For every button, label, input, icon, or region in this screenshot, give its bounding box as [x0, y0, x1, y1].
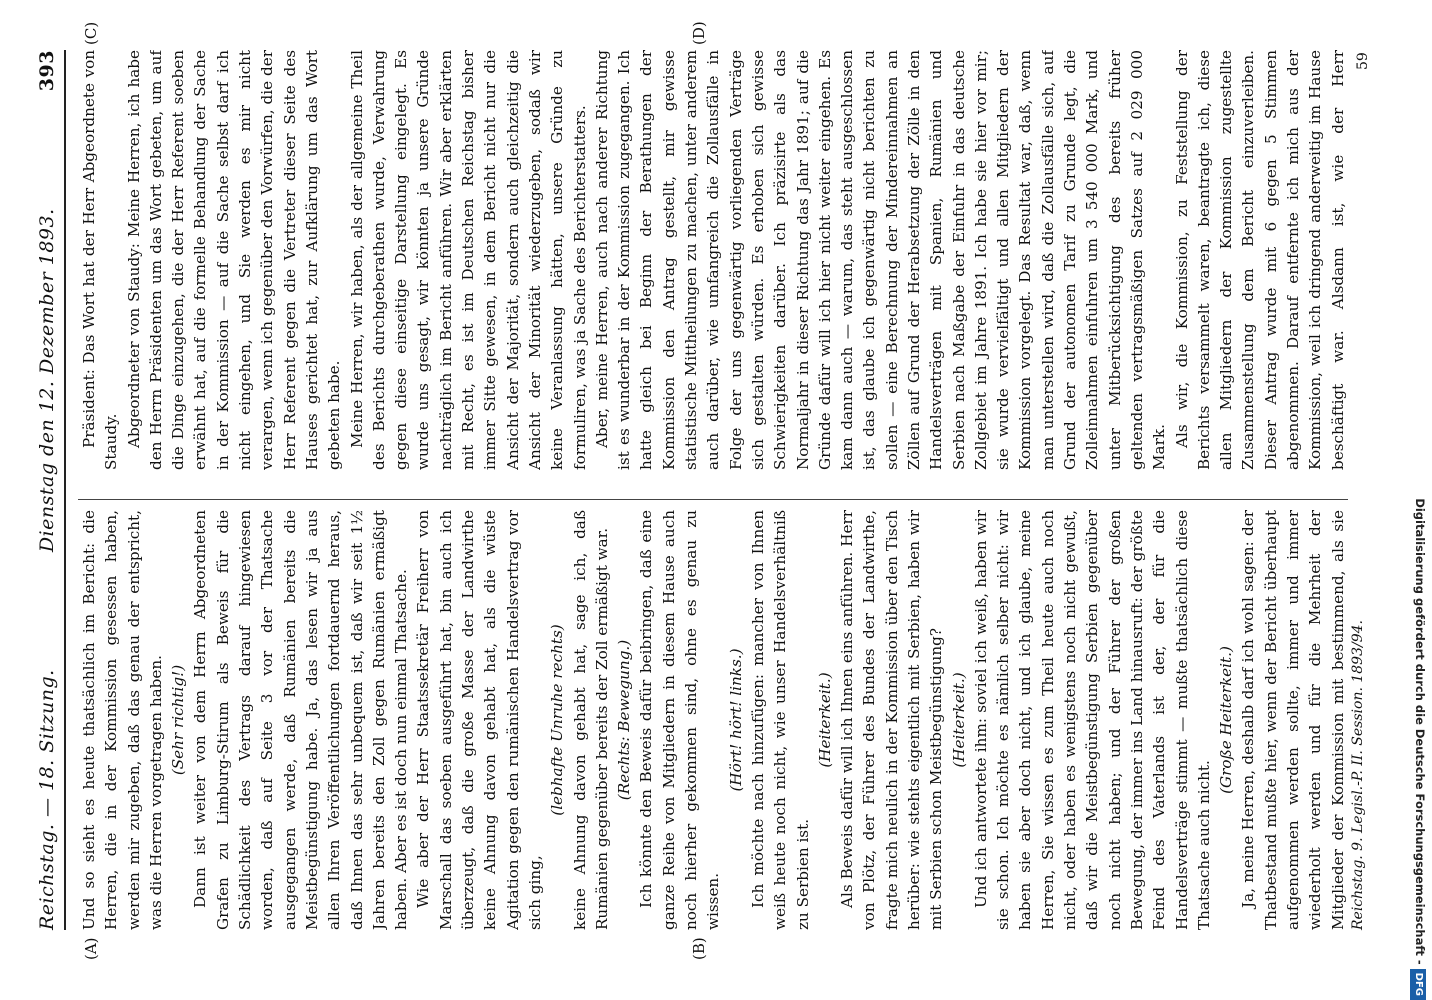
interjection: (Heiterkeit.) — [815, 672, 834, 768]
paragraph: Als wir, die Kommission, zu Feststellung der Berichts versammelt waren, beantragte ich, diese allen Mitgliedern der Kommission zugestellte Zusammenstellung dem Bericht einzuverleiben. Dieser Antrag wurde mit 6 gegen 5 Stimmen abgenommen. Darauf entfernte ich mich aus der Kommission, weil ich dringend anderweitig im Hause beschäftigt war. Alsdann ist, wie der Herr — [1172, 50, 1347, 470]
interjection: (Sehr richtig!) — [169, 664, 188, 776]
paragraph: Präsident: Das Wort hat der Herr Abgeordnete von Staudy. — [80, 50, 121, 470]
paragraph: Als Beweis dafür will ich Ihnen eins anführen. Herr von Plötz, der Führer des Bundes der Landwirthe, fragte mich neulich in der Kommission über den Tisch herüber: wie stehts eigentlich mit Serbien, haben wir mit Serbien schon Meistbegünstigung? — [838, 510, 946, 930]
paragraph: Aber, meine Herren, auch nach anderer Richtung ist es wunderbar in der Kommission zugegangen. Ich hatte gleich bei Beginn der Berathungen der Kommission den Antrag gestellt, mir gewisse statistische Mittheilungen zu machen, unter anderem auch darüber, wie umfangreich die Zollausfälle in Folge der uns gegenwärtig vorliegenden Verträge sich gestalten würden. Es erhoben sich gewisse Schwierigkeiten darüber. Ich präzisirte als das Normaljahr in dieser Richtung das Jahr 1891; auf die Gründe dafür will ich hier nicht weiter eingehen. Es kam dann auch — warum, das steht ausgeschlossen ist, das glaube ich gegenwärtig nicht berichten zu sollen — eine Berechnung der Mindereinnahmen an Zöllen auf Grund der Herabsetzung der Zölle in den Handelsverträgen mit Spanien, Rumänien und Serbien nach Maßgabe der Einfuhr in das deutsche Zollgebiet im Jahre 1891. Ich habe sie hier vor mir; sie wurde vervielfältigt und allen Mitgliedern der Kommission vorgelegt. Das Resultat war, daß, wenn man unterstellen wird, daß die Zollausfälle sich, auf Grund der autonomen Tarif zu Grunde legt, die Zolleinnahmen einfuhren um 3 540 000 Mark, und unter Mitberücksichtigung des bereits früher geltenden vertragsmäßigen Satzes auf 2 029 000 Mark. — [592, 50, 1169, 470]
paragraph: Wie aber der Herr Staatssekretär Freiherr von Marschall das soeben ausgeführt hat, bin auch ich überzeugt, daß die große Masse der Landwirthe keine Ahnung davon gehabt hat, als die wüste Agitation gegen den rumänischen Handelsvertrag vor sich ging, — [414, 510, 544, 930]
page-footer-session: Reichstag. 9. Legisl.-P. II. Session. 1893/94. — [1350, 620, 1366, 930]
digitization-credit-text — [1408, 0, 1432, 1000]
paragraph: Dann ist weiter von dem Herrn Abgeordneten Grafen zu Limburg-Stirum als Beweis für die Schädlichkeit des Vertrags darauf hingewiesen worden, daß auf Seite 3 vor der Thatsache ausgegangen werde, daß Rumänien bereits die Meistbegünstigung habe. Ja, das lesen wir ja aus allen Ihren Veröffentlichungen fortdauernd heraus, daß Ihnen das sehr unbequem ist, daß wir seit 1½ Jahren bereits den Zoll gegen Rumänien ermäßigt haben. Aber es ist doch nun einmal Thatsache. — [191, 510, 411, 930]
margin-mark-c: (C) — [82, 21, 100, 45]
paragraph: Und ich antwortete ihm: soviel ich weiß, haben wir sie schon. Ich möchte es nämlich selber nicht: wir haben sie aber doch nicht, und ich glaube, meine Herren, Sie wissen es zum Theil heute auch noch nicht, oder haben es wenigstens noch nicht gewußt, daß wir die Meistbegünstigung Serbien gegenüber noch nicht haben; und der Führer der großen Bewegung, der immer ins Land hinausruft: der größte Feind des Vaterlands ist der, der für die Handelsverträge stimmt — mußte thatsächlich diese Thatsache auch nicht. — [971, 510, 1213, 930]
dfg-logo: DFG — [1410, 969, 1426, 1000]
interjection: (Große Heiterkeit.) — [1217, 646, 1236, 794]
header-date: Dienstag den 12. Dezember 1893. — [36, 208, 58, 553]
page-footer-number: 59 — [1355, 52, 1371, 70]
paragraph: Ich könnte den Beweis dafür beibringen, daß eine ganze Reihe von Mitgliedern in diesem Hause auch noch hierher gekommen sind, ohne es genau zu wissen. — [637, 510, 723, 930]
paragraph: Ich möchte nach hinzufügen: mancher von Ihnen weiß heute noch nicht, wie unser Handelsverhältniß zu Serbien ist. — [748, 510, 812, 930]
header-page-number: 393 — [36, 50, 58, 92]
paragraph: Und so sieht es heute thatsächlich im Bericht: die Herren, die in der Kommission gesessen haben, werden mir zugeben, daß das genau der entspricht, was die Herren vorgetragen haben. — [80, 510, 165, 930]
interjection: (Hört! hört! links.) — [726, 648, 745, 792]
margin-mark-d: (D) — [690, 21, 708, 45]
paragraph: Abgeordneter von Staudy: Meine Herren, ich habe den Herrn Präsidenten um das Wort gebeten, um auf die Dinge einzugehen, die der Herr Referent soeben erwähnt hat, auf die formelle Behandlung der Sache in der Kommission — auf die Sache selbst darf ich nicht eingehen, und Sie werden es mir nicht verargen, wenn ich gegenüber den Vorwürfen, die der Herr Referent gegen die Vertreter dieser Seite des Hauses gerichtet hat, zur Aufklärung um das Wort gebeten habe. — [124, 50, 344, 470]
right-text-column — [78, 50, 1348, 470]
header-session: Reichstag. — 18. Sitzung. — [36, 669, 58, 930]
left-text-column — [78, 510, 1348, 930]
paragraph: Meine Herren, wir haben, als der allgemeine Theil des Berichts durchgeberathen wurde, Verwahrung gegen diese einseitige Darstellung eingelegt. Es wurde uns gesagt, wir könnten ja unsere Gründe nachträglich im Bericht anführen. Wir aber erklärten mit Recht, es ist im Deutschen Reichstag bisher immer Sitte gewesen, in dem Bericht nicht nur die Ansicht der Majorität, sondern auch gleichzeitig die Ansicht der Minorität wiederzugeben, sodaß wir keine Veranlassung hätten, unsere Gründe zu formuliren, was ja Sache des Berichterstatters. — [347, 50, 589, 470]
column-divider — [78, 499, 1348, 500]
interjection: (Rechts: Bewegung.) — [615, 639, 634, 801]
margin-mark-a: (A) — [82, 937, 100, 960]
paragraph: keine Ahnung davon gehabt hat, sage ich, daß Rumänien gegenüber bereits der Zoll ermäßigt war. — [570, 510, 611, 930]
interjection: (Heiterkeit.) — [949, 672, 968, 768]
page-header — [30, 50, 66, 930]
margin-mark-b: (B) — [690, 937, 708, 960]
interjection: (lebhafte Unruhe rechts) — [548, 624, 567, 816]
digitization-credit — [1408, 0, 1432, 1000]
paragraph: Ja, meine Herren, deshalb darf ich wohl sagen: der Thatbestand mußte hier, wenn der Bericht überhaupt aufgenommen werden sollte, immer und immer wiederholt werden und für die Mehrheit der Mitglieder der Kommission mit bestimmend, als sie — [1239, 510, 1347, 930]
credit-label: Digitalisierung gefördert durch die Deutsche Forschungsgemeinschaft - — [1413, 498, 1427, 965]
